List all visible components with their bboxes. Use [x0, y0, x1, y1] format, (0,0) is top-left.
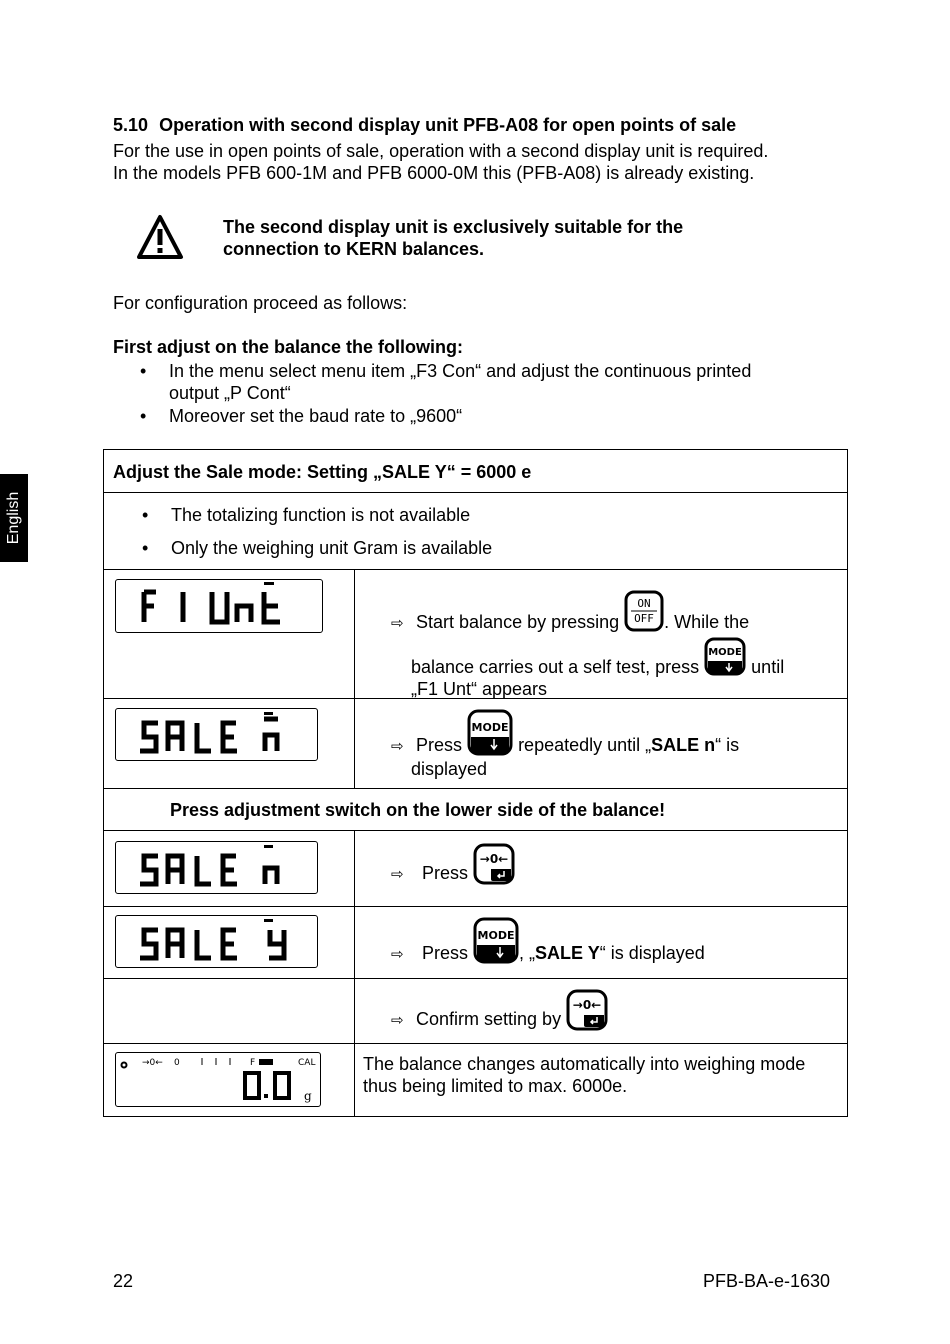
- column-divider: [354, 831, 355, 906]
- list-item: [140, 360, 830, 404]
- lcd-cal-indicator: CAL: [298, 1058, 316, 1068]
- step-2-text-c: “ is: [715, 735, 740, 755]
- step-2-text: [391, 709, 831, 780]
- lcd-unit: g: [304, 1089, 312, 1103]
- svg-text:MODE: MODE: [477, 929, 515, 942]
- warning-triangle-icon: [136, 214, 184, 260]
- step-4-text: [391, 917, 831, 966]
- svg-text:MODE: MODE: [708, 647, 742, 658]
- column-divider: [354, 699, 355, 788]
- lcd-segments: [116, 709, 316, 759]
- lcd-display-f1-unt: [115, 579, 323, 633]
- notes-row: [104, 493, 847, 570]
- step-6-line-1: The balance changes automatically into weighing mode: [363, 1054, 806, 1074]
- lcd-display-sale-y: [115, 915, 318, 968]
- mode-key-icon: [467, 709, 513, 758]
- step-5-text: [391, 989, 831, 1032]
- intro-line-2: In the models PFB 600-1M and PFB 6000-0M this (PFB-A08) is already existing.: [113, 163, 755, 183]
- step-1-text-e: „F1 Unt“ appears: [411, 679, 548, 699]
- section-number: 5.10: [113, 115, 149, 135]
- svg-text:MODE: MODE: [471, 721, 509, 734]
- step-4-text-c: “ is displayed: [599, 943, 705, 963]
- mode-key-icon: [473, 917, 519, 966]
- tare-key-icon: [473, 843, 515, 886]
- first-adjust-heading: First adjust on the balance the following:: [113, 337, 464, 357]
- svg-text:→0←: →0←: [572, 998, 602, 1012]
- lcd-display-sale-n: [115, 708, 318, 761]
- step-1-text-d: until: [751, 657, 785, 677]
- lcd-display-sale-n: [115, 841, 318, 894]
- page-number: 22: [113, 1271, 134, 1291]
- table-row-step-4: [104, 907, 847, 979]
- section-heading: [113, 114, 736, 136]
- step-4-text-a: Press: [422, 943, 469, 963]
- lcd-display-weighing: [115, 1052, 321, 1107]
- lcd-segments: [116, 580, 321, 631]
- list-item: [142, 504, 742, 526]
- table-row-step-1: [104, 570, 847, 699]
- warning-text: [223, 216, 823, 260]
- column-divider: [354, 570, 355, 698]
- step-5-text-a: Confirm setting by: [416, 1009, 562, 1029]
- warning-line-2: connection to KERN balances.: [223, 239, 485, 259]
- column-divider: [354, 979, 355, 1043]
- list-item: [142, 537, 742, 559]
- table-row-step-2: [104, 699, 847, 789]
- first-adjust-list: [140, 360, 830, 427]
- step-3-text-a: Press: [422, 863, 469, 883]
- notes-list: [142, 504, 742, 559]
- on-off-key-icon: [624, 590, 664, 635]
- step-6-line-2: thus being limited to max. 6000e.: [363, 1076, 628, 1096]
- step-2-text-a: Press: [416, 735, 463, 755]
- intro-line-1: For the use in open points of sale, operation with a second display unit is required.: [113, 141, 769, 161]
- svg-text:→0←: →0←: [479, 852, 509, 866]
- step-2-text-bold: SALE n: [651, 735, 716, 755]
- mode-key-icon: [704, 637, 746, 678]
- language-tab-label: English: [5, 491, 23, 545]
- step-1-text-c: balance carries out a self test, press: [411, 657, 700, 677]
- table-header-row: [104, 450, 847, 493]
- arrow-right-icon: ⇨: [391, 946, 404, 963]
- lcd-f-indicator: F: [250, 1058, 256, 1068]
- step-6-text: [363, 1053, 843, 1097]
- step-2-text-b: repeatedly until „: [518, 735, 652, 755]
- lcd-o-indicator: 0: [174, 1058, 180, 1068]
- bullet-1-line-1: • In the menu select menu item „F3 Con“ and adjust the continuous printed: [169, 361, 752, 381]
- arrow-right-icon: ⇨: [391, 1012, 404, 1029]
- document-id: PFB-BA-e-1630: [703, 1271, 831, 1291]
- step-1-text-a: Start balance by pressing: [416, 612, 620, 632]
- table-row-step-3: [104, 831, 847, 907]
- tare-key-icon: [566, 989, 608, 1032]
- column-divider: [354, 907, 355, 978]
- bullet-2: • Moreover set the baud rate to „9600“: [169, 406, 463, 426]
- bullet-1-line-2: output „P Cont“: [169, 383, 291, 403]
- config-intro: For configuration proceed as follows:: [113, 293, 408, 313]
- arrow-right-icon: ⇨: [391, 615, 404, 632]
- step-1-text-b: . While the: [664, 612, 750, 632]
- language-tab: [0, 474, 28, 562]
- step-1-text: [391, 590, 831, 700]
- note-1: The totalizing function is not available: [171, 505, 471, 525]
- step-4-text-b: , „: [519, 943, 536, 963]
- lcd-zero-indicator: →0←: [142, 1058, 163, 1068]
- column-divider: [354, 1044, 355, 1116]
- table-row-step-5: [104, 979, 847, 1044]
- warning-line-1: The second display unit is exclusively suitable for the: [223, 217, 684, 237]
- arrow-right-icon: ⇨: [391, 866, 404, 883]
- section-title: Operation with second display unit PFB-A08 for open points of sale: [159, 115, 737, 135]
- switch-note-row: [104, 789, 847, 831]
- lcd-segments: [116, 1053, 319, 1105]
- note-2: Only the weighing unit Gram is available: [171, 538, 493, 558]
- table-row-step-6: [104, 1044, 847, 1116]
- table-header: Adjust the Sale mode: Setting „SALE Y“ = 6000 e: [113, 462, 532, 482]
- sale-mode-table: [103, 449, 848, 1117]
- list-item: [140, 405, 830, 427]
- svg-text:OFF: OFF: [634, 612, 655, 625]
- lcd-segments: [116, 842, 316, 892]
- svg-text:ON: ON: [637, 597, 651, 610]
- arrow-right-icon: ⇨: [391, 738, 404, 755]
- step-3-text: [391, 843, 831, 886]
- lcd-segments: [116, 916, 316, 966]
- switch-note: Press adjustment switch on the lower side of the balance!: [170, 800, 666, 820]
- step-4-text-bold: SALE Y: [535, 943, 600, 963]
- step-2-text-d: displayed: [411, 759, 488, 779]
